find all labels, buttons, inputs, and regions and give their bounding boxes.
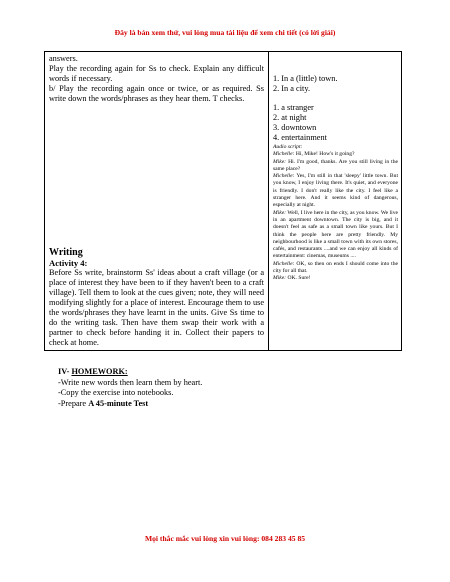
prepare-prefix: -Prepare xyxy=(58,398,89,408)
script-line xyxy=(273,159,398,174)
preview-notice: Đây là bản xem thử, vui lòng mua tài liệu để xem chi tiết (có lời giải) xyxy=(114,28,336,37)
homework-heading xyxy=(58,367,398,378)
audio-script xyxy=(273,144,398,283)
speaker-name: Michelle: xyxy=(273,173,295,180)
homework-item xyxy=(58,399,398,410)
speaker-text: Yes, I'm still in that 'sleepy' little town. But you know, I enjoy living there. It's quiet, and everyone is friendly. I don't really like the city. I feel like a stranger here. And it seems kind of dangerous, especially at night. xyxy=(273,173,398,209)
procedure-line: b/ Play the recording again once or twice, or as required. Ss write down the words/phrases as they hear them. T checks. xyxy=(49,84,264,103)
speaker-name: Mike: xyxy=(273,275,287,282)
script-line xyxy=(273,261,398,276)
homework-section xyxy=(58,367,398,409)
answer-column xyxy=(269,52,401,350)
speaker-name: Michelle: xyxy=(273,151,295,158)
homework-title: HOMEWORK: xyxy=(71,367,128,376)
speaker-text: OK. Sure! xyxy=(287,275,311,282)
answer-line: 3. downtown xyxy=(273,123,317,132)
activity-text: Before Ss write, brainstorm Ss' ideas about a craft village (or a place of interest they have been to if they haven't been to a craft village). Tell them to look at the cues given; note, they will need modifying slightly for a place of interest. Encourage them to use the words/phrases they have learnt in the units. Give Ss time to do the writing task. Then have them swap their work with a partner to check before handing it in. Collect their papers to check at home. xyxy=(49,268,264,347)
answer-line: 1. a stranger xyxy=(273,103,314,112)
answer-line: 4. entertainment xyxy=(273,133,327,142)
answer-line: 2. In a city. xyxy=(273,84,311,93)
answer-line: 1. In a (little) town. xyxy=(273,74,338,83)
homework-prefix: IV- xyxy=(58,367,72,376)
prepare-test: A 45-minute Test xyxy=(88,398,149,408)
speaker-text: Hi, Mike! How's it going? xyxy=(295,151,355,158)
lesson-table xyxy=(44,51,402,351)
procedure-column xyxy=(45,52,269,350)
speaker-text: OK, so then on ends I should come into the city for all that. xyxy=(273,260,398,275)
script-label: Audio script: xyxy=(273,144,303,150)
homework-item: -Write new words then learn them by heart. xyxy=(58,377,203,387)
script-line xyxy=(273,173,398,209)
homework-item: -Copy the exercise into notebooks. xyxy=(58,388,174,397)
speaker-name: Mike: xyxy=(273,158,287,165)
speaker-name: Michelle: xyxy=(273,260,295,267)
script-line xyxy=(273,210,398,261)
script-line xyxy=(273,275,398,282)
activity-heading: Activity 4: xyxy=(49,258,88,268)
contact-notice: Mọi thắc mắc vui lòng xin vui lòng: 084 283 45 85 xyxy=(144,534,306,543)
writing-section xyxy=(49,247,264,348)
answer-line: 2. at night xyxy=(273,113,307,122)
procedure-line: Play the recording again for Ss to check. Explain any difficult words if necessary. xyxy=(49,64,264,83)
speaker-text: Hi. I'm good, thanks. Are you still living in the same place? xyxy=(273,158,398,172)
speaker-name: Mike: xyxy=(273,209,287,216)
writing-heading: Writing xyxy=(49,247,83,258)
script-line xyxy=(273,151,398,158)
procedure-line: answers. xyxy=(49,54,78,63)
speaker-text: Well, I live here in the city, as you know. We live in an apartment downtown. The city is big, and it doesn't feel as safe as a small town like yours. But I think the people here are pretty friendly. My neighbourhood is like a small town with its own stores, cafés, and restaurants ....and we can enjoy all kinds of entertainment: cinemas, museums .... xyxy=(273,209,398,260)
